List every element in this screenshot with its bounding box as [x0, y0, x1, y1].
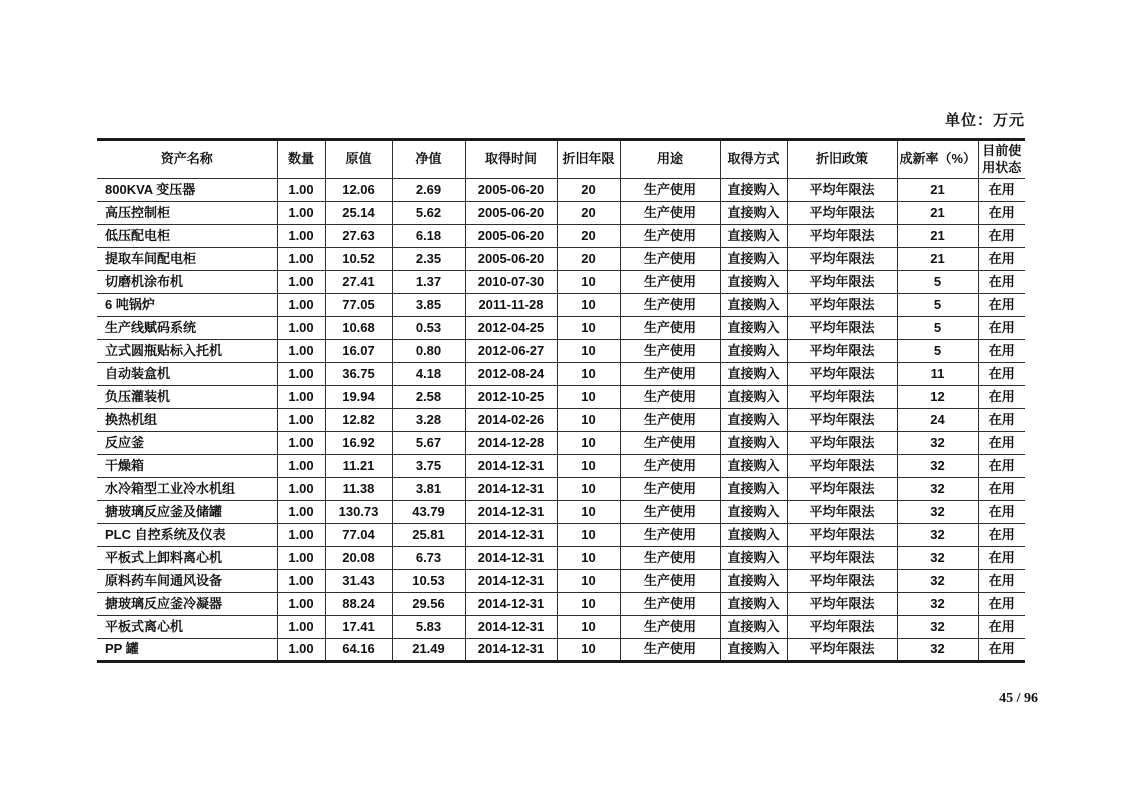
table-cell: 1.00 [277, 547, 325, 570]
table-cell: 2014-12-31 [465, 639, 557, 662]
table-cell: 32 [897, 524, 978, 547]
table-cell: 12.82 [325, 409, 392, 432]
table-row [97, 225, 1025, 248]
table-cell: 21 [897, 179, 978, 202]
table-cell: 32 [897, 639, 978, 662]
table-cell: 平均年限法 [787, 271, 897, 294]
table-cell: 12.06 [325, 179, 392, 202]
asset-name-cell: 负压灌装机 [97, 386, 277, 409]
table-cell: 10 [557, 294, 620, 317]
table-cell: 32 [897, 501, 978, 524]
table-row [97, 179, 1025, 202]
asset-name-cell: 提取车间配电柜 [97, 248, 277, 271]
table-cell: 生产使用 [620, 616, 720, 639]
asset-name-cell: 搪玻璃反应釜及储罐 [97, 501, 277, 524]
table-cell: 10 [557, 455, 620, 478]
table-cell: 平均年限法 [787, 524, 897, 547]
table-cell: 平均年限法 [787, 179, 897, 202]
table-cell: 27.63 [325, 225, 392, 248]
table-cell: 10 [557, 616, 620, 639]
table-cell: 在用 [978, 455, 1025, 478]
table-cell: 生产使用 [620, 317, 720, 340]
table-cell: 平均年限法 [787, 616, 897, 639]
table-cell: 10 [557, 593, 620, 616]
table-cell: 16.07 [325, 340, 392, 363]
table-cell: 1.00 [277, 593, 325, 616]
table-cell: 平均年限法 [787, 478, 897, 501]
table-cell: 2.35 [392, 248, 465, 271]
table-cell: 在用 [978, 363, 1025, 386]
table-cell: 0.53 [392, 317, 465, 340]
table-cell: 在用 [978, 179, 1025, 202]
table-cell: 生产使用 [620, 501, 720, 524]
table-cell: 1.00 [277, 248, 325, 271]
table-cell: 16.92 [325, 432, 392, 455]
table-cell: 1.00 [277, 363, 325, 386]
table-cell: 平均年限法 [787, 317, 897, 340]
asset-name-cell: 干燥箱 [97, 455, 277, 478]
table-cell: 在用 [978, 616, 1025, 639]
table-cell: 直接购入 [720, 294, 787, 317]
table-row [97, 432, 1025, 455]
table-cell: 11 [897, 363, 978, 386]
table-cell: 10 [557, 340, 620, 363]
table-cell: 在用 [978, 570, 1025, 593]
table-row [97, 248, 1025, 271]
table-cell: 生产使用 [620, 340, 720, 363]
table-cell: 1.00 [277, 455, 325, 478]
table-cell: 平均年限法 [787, 570, 897, 593]
table-cell: 2005-06-20 [465, 202, 557, 225]
table-cell: 10 [557, 363, 620, 386]
table-row [97, 593, 1025, 616]
table-cell: 77.04 [325, 524, 392, 547]
table-row [97, 478, 1025, 501]
table-cell: 5 [897, 294, 978, 317]
table-cell: 2014-12-31 [465, 616, 557, 639]
column-header: 取得时间 [465, 140, 557, 179]
asset-name-cell: 高压控制柜 [97, 202, 277, 225]
table-cell: 在用 [978, 432, 1025, 455]
table-cell: 5 [897, 317, 978, 340]
table-row [97, 294, 1025, 317]
table-cell: 5 [897, 271, 978, 294]
column-header: 折旧政策 [787, 140, 897, 179]
table-cell: 2014-12-28 [465, 432, 557, 455]
table-row [97, 386, 1025, 409]
table-cell: 2005-06-20 [465, 225, 557, 248]
table-cell: 3.75 [392, 455, 465, 478]
table-row [97, 340, 1025, 363]
table-cell: 10.68 [325, 317, 392, 340]
table-cell: 平均年限法 [787, 294, 897, 317]
table-cell: 1.00 [277, 271, 325, 294]
table-cell: 32 [897, 455, 978, 478]
table-cell: 直接购入 [720, 363, 787, 386]
asset-name-cell: 原料药车间通风设备 [97, 570, 277, 593]
table-cell: 1.00 [277, 570, 325, 593]
table-cell: 平均年限法 [787, 547, 897, 570]
table-cell: 3.28 [392, 409, 465, 432]
table-cell: 在用 [978, 340, 1025, 363]
table-cell: 直接购入 [720, 409, 787, 432]
table-row [97, 570, 1025, 593]
table-row [97, 547, 1025, 570]
table-cell: 21.49 [392, 639, 465, 662]
table-cell: 5.83 [392, 616, 465, 639]
table-cell: 2014-12-31 [465, 455, 557, 478]
asset-name-cell: 反应釜 [97, 432, 277, 455]
table-cell: 2014-12-31 [465, 524, 557, 547]
table-cell: 2005-06-20 [465, 248, 557, 271]
table-cell: 在用 [978, 202, 1025, 225]
asset-name-cell: 低压配电柜 [97, 225, 277, 248]
table-cell: 在用 [978, 317, 1025, 340]
asset-name-cell: 切磨机涂布机 [97, 271, 277, 294]
table-cell: 1.00 [277, 340, 325, 363]
table-cell: 20 [557, 202, 620, 225]
table-cell: 21 [897, 248, 978, 271]
table-cell: 在用 [978, 524, 1025, 547]
table-cell: 10 [557, 547, 620, 570]
table-cell: 直接购入 [720, 593, 787, 616]
table-cell: 生产使用 [620, 294, 720, 317]
table-cell: 88.24 [325, 593, 392, 616]
column-header: 目前使用状态 [978, 140, 1025, 179]
table-cell: 1.00 [277, 432, 325, 455]
table-cell: 直接购入 [720, 455, 787, 478]
table-cell: 17.41 [325, 616, 392, 639]
table-cell: 平均年限法 [787, 340, 897, 363]
table-cell: 在用 [978, 248, 1025, 271]
table-cell: 生产使用 [620, 570, 720, 593]
table-cell: 1.00 [277, 202, 325, 225]
table-cell: 10 [557, 501, 620, 524]
table-cell: 在用 [978, 547, 1025, 570]
table-cell: 2014-12-31 [465, 478, 557, 501]
table-row [97, 616, 1025, 639]
table-cell: 10 [557, 409, 620, 432]
table-cell: 直接购入 [720, 616, 787, 639]
table-cell: 20 [557, 225, 620, 248]
table-cell: 直接购入 [720, 501, 787, 524]
table-cell: 生产使用 [620, 478, 720, 501]
table-cell: 直接购入 [720, 202, 787, 225]
asset-name-cell: PLC 自控系统及仪表 [97, 524, 277, 547]
table-cell: 在用 [978, 593, 1025, 616]
table-cell: 77.05 [325, 294, 392, 317]
table-cell: 平均年限法 [787, 386, 897, 409]
column-header: 取得方式 [720, 140, 787, 179]
table-cell: 平均年限法 [787, 363, 897, 386]
column-header: 用途 [620, 140, 720, 179]
table-cell: 直接购入 [720, 248, 787, 271]
table-cell: 10 [557, 524, 620, 547]
column-header: 数量 [277, 140, 325, 179]
table-cell: 直接购入 [720, 271, 787, 294]
table-cell: 36.75 [325, 363, 392, 386]
table-cell: 1.00 [277, 616, 325, 639]
table-cell: 2012-04-25 [465, 317, 557, 340]
table-row [97, 455, 1025, 478]
table-cell: 10 [557, 432, 620, 455]
table-cell: 1.00 [277, 639, 325, 662]
table-cell: 生产使用 [620, 202, 720, 225]
table-cell: 2012-06-27 [465, 340, 557, 363]
table-cell: 11.21 [325, 455, 392, 478]
table-cell: 直接购入 [720, 179, 787, 202]
table-cell: 12 [897, 386, 978, 409]
asset-name-cell: 800KVA 变压器 [97, 179, 277, 202]
table-cell: 生产使用 [620, 225, 720, 248]
asset-name-cell: PP 罐 [97, 639, 277, 662]
table-cell: 29.56 [392, 593, 465, 616]
table-cell: 10 [557, 271, 620, 294]
table-cell: 平均年限法 [787, 202, 897, 225]
table-cell: 32 [897, 616, 978, 639]
table-cell: 直接购入 [720, 639, 787, 662]
table-cell: 32 [897, 432, 978, 455]
table-cell: 2012-10-25 [465, 386, 557, 409]
table-cell: 5 [897, 340, 978, 363]
table-row [97, 202, 1025, 225]
table-cell: 平均年限法 [787, 432, 897, 455]
table-cell: 平均年限法 [787, 593, 897, 616]
table-row [97, 524, 1025, 547]
table-cell: 平均年限法 [787, 501, 897, 524]
table-cell: 1.00 [277, 501, 325, 524]
table-cell: 直接购入 [720, 225, 787, 248]
table-cell: 1.37 [392, 271, 465, 294]
table-cell: 直接购入 [720, 340, 787, 363]
table-cell: 20 [557, 248, 620, 271]
table-cell: 10.52 [325, 248, 392, 271]
table-cell: 32 [897, 570, 978, 593]
table-row [97, 639, 1025, 662]
table-header-row [97, 140, 1025, 179]
table-cell: 直接购入 [720, 524, 787, 547]
table-cell: 直接购入 [720, 570, 787, 593]
table-cell: 平均年限法 [787, 639, 897, 662]
table-cell: 在用 [978, 639, 1025, 662]
column-header: 原值 [325, 140, 392, 179]
asset-name-cell: 自动装盒机 [97, 363, 277, 386]
table-cell: 64.16 [325, 639, 392, 662]
table-cell: 6.18 [392, 225, 465, 248]
table-cell: 1.00 [277, 294, 325, 317]
table-cell: 平均年限法 [787, 409, 897, 432]
table-cell: 在用 [978, 478, 1025, 501]
table-cell: 32 [897, 593, 978, 616]
table-cell: 生产使用 [620, 409, 720, 432]
asset-table [97, 138, 1025, 663]
table-cell: 2.58 [392, 386, 465, 409]
table-cell: 在用 [978, 225, 1025, 248]
table-cell: 在用 [978, 294, 1025, 317]
table-cell: 2012-08-24 [465, 363, 557, 386]
table-cell: 平均年限法 [787, 455, 897, 478]
table-cell: 生产使用 [620, 547, 720, 570]
table-row [97, 409, 1025, 432]
table-cell: 直接购入 [720, 547, 787, 570]
table-cell: 平均年限法 [787, 225, 897, 248]
table-cell: 20 [557, 179, 620, 202]
table-cell: 20.08 [325, 547, 392, 570]
table-cell: 5.62 [392, 202, 465, 225]
table-cell: 10 [557, 317, 620, 340]
table-cell: 生产使用 [620, 363, 720, 386]
table-cell: 生产使用 [620, 593, 720, 616]
table-cell: 25.14 [325, 202, 392, 225]
table-cell: 2005-06-20 [465, 179, 557, 202]
table-header [97, 140, 1025, 179]
table-cell: 直接购入 [720, 317, 787, 340]
table-cell: 1.00 [277, 409, 325, 432]
table-cell: 2014-12-31 [465, 570, 557, 593]
table-cell: 2011-11-28 [465, 294, 557, 317]
page-number: 45 / 96 [999, 691, 1038, 706]
table-cell: 2014-12-31 [465, 501, 557, 524]
table-cell: 10 [557, 478, 620, 501]
table-cell: 2.69 [392, 179, 465, 202]
table-cell: 32 [897, 547, 978, 570]
table-cell: 平均年限法 [787, 248, 897, 271]
table-cell: 生产使用 [620, 248, 720, 271]
table-row [97, 271, 1025, 294]
column-header: 成新率（%） [897, 140, 978, 179]
table-cell: 24 [897, 409, 978, 432]
table-row [97, 501, 1025, 524]
table-cell: 在用 [978, 386, 1025, 409]
table-cell: 3.81 [392, 478, 465, 501]
table-cell: 19.94 [325, 386, 392, 409]
table-cell: 0.80 [392, 340, 465, 363]
table-cell: 1.00 [277, 225, 325, 248]
column-header: 资产名称 [160, 151, 213, 167]
table-cell: 130.73 [325, 501, 392, 524]
table-cell: 1.00 [277, 478, 325, 501]
table-cell: 10.53 [392, 570, 465, 593]
table-cell: 1.00 [277, 386, 325, 409]
asset-name-cell: 搪玻璃反应釜冷凝器 [97, 593, 277, 616]
table-cell: 1.00 [277, 524, 325, 547]
column-header: 净值 [392, 140, 465, 179]
table-cell: 生产使用 [620, 271, 720, 294]
table-cell: 在用 [978, 501, 1025, 524]
table-cell: 在用 [978, 271, 1025, 294]
table-cell: 1.00 [277, 179, 325, 202]
unit-label: 单位：万元 [944, 113, 1025, 129]
table-body [97, 179, 1025, 662]
asset-name-cell: 立式圆瓶贴标入托机 [97, 340, 277, 363]
table-cell: 生产使用 [620, 524, 720, 547]
asset-name-cell: 生产线赋码系统 [97, 317, 277, 340]
asset-name-cell: 换热机组 [97, 409, 277, 432]
table-cell: 生产使用 [620, 455, 720, 478]
table-cell: 31.43 [325, 570, 392, 593]
asset-name-cell: 平板式上卸料离心机 [97, 547, 277, 570]
table-cell: 25.81 [392, 524, 465, 547]
table-cell: 2014-12-31 [465, 547, 557, 570]
table-cell: 1.00 [277, 317, 325, 340]
table-cell: 11.38 [325, 478, 392, 501]
table-cell: 2014-12-31 [465, 593, 557, 616]
table-cell: 生产使用 [620, 179, 720, 202]
table-cell: 10 [557, 570, 620, 593]
table-cell: 6.73 [392, 547, 465, 570]
table-cell: 21 [897, 202, 978, 225]
table-cell: 直接购入 [720, 478, 787, 501]
asset-name-cell: 平板式离心机 [97, 616, 277, 639]
table-cell: 10 [557, 386, 620, 409]
table-cell: 21 [897, 225, 978, 248]
table-row [97, 317, 1025, 340]
asset-name-cell: 水冷箱型工业冷水机组 [97, 478, 277, 501]
table-cell: 43.79 [392, 501, 465, 524]
table-cell: 10 [557, 639, 620, 662]
table-cell: 直接购入 [720, 386, 787, 409]
table-cell: 32 [897, 478, 978, 501]
table-cell: 3.85 [392, 294, 465, 317]
table-cell: 2014-02-26 [465, 409, 557, 432]
table-cell: 生产使用 [620, 432, 720, 455]
table-cell: 27.41 [325, 271, 392, 294]
table-cell: 生产使用 [620, 386, 720, 409]
asset-name-cell: 6 吨锅炉 [97, 294, 277, 317]
table-cell: 4.18 [392, 363, 465, 386]
column-header: 折旧年限 [557, 140, 620, 179]
table-cell: 直接购入 [720, 432, 787, 455]
table-cell: 2010-07-30 [465, 271, 557, 294]
table-row [97, 363, 1025, 386]
table-cell: 在用 [978, 409, 1025, 432]
table-cell: 生产使用 [620, 639, 720, 662]
table-cell: 5.67 [392, 432, 465, 455]
